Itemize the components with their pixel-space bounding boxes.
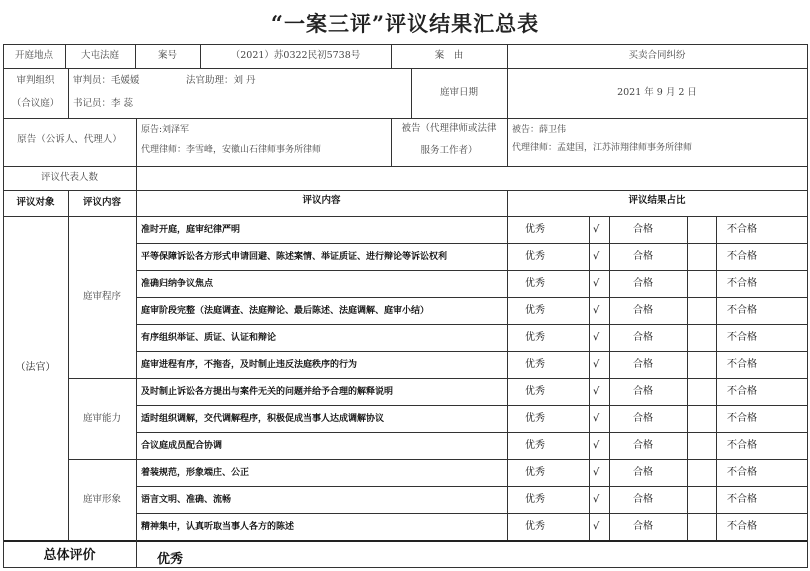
reviewer-count-label: 评议代表人数 <box>40 172 98 183</box>
criterion-text: 语言文明、准确、流畅 <box>141 495 232 505</box>
rating-qualified: 合格 <box>633 224 653 235</box>
row-divider <box>136 405 808 406</box>
defendant-agent: 代理律师：孟建国，江苏沛翔律师事务所律师 <box>512 143 693 153</box>
rating-excellent: 优秀 <box>525 278 545 289</box>
judge-name: 审判员：毛媛媛 <box>73 75 140 86</box>
rating-excellent: 优秀 <box>525 494 545 505</box>
rating-excellent: 优秀 <box>525 332 545 343</box>
rating-unqualified: 不合格 <box>727 224 757 235</box>
overall-value: 优秀 <box>157 552 184 567</box>
row-divider <box>136 513 808 514</box>
criterion-text: 有序组织举证、质证、认证和辩论 <box>141 333 277 343</box>
venue-label: 开庭地点 <box>14 50 53 61</box>
table-bottom-border <box>3 567 808 568</box>
rating-unqualified: 不合格 <box>727 278 757 289</box>
col-header-content: 评议内容 <box>302 195 341 206</box>
rating-unqualified: 不合格 <box>727 251 757 262</box>
criterion-text: 准确归纳争议焦点 <box>141 279 214 289</box>
row-divider <box>68 459 808 460</box>
col-header-object: 评议对象 <box>16 197 55 208</box>
check-mark: √ <box>593 359 600 370</box>
check-mark: √ <box>593 440 600 451</box>
col-divider <box>136 540 137 567</box>
criterion-text: 及时制止诉讼各方提出与案件无关的问题并给予合理的解释说明 <box>141 387 394 397</box>
row-divider <box>68 378 808 379</box>
defendant-label: 被告（代理律师或法律 <box>401 123 497 134</box>
check-mark: √ <box>593 278 600 289</box>
row-divider <box>136 486 808 487</box>
rating-excellent: 优秀 <box>525 359 545 370</box>
check-mark: √ <box>593 494 600 505</box>
table-right-border <box>807 44 808 568</box>
case-number-label: 案号 <box>157 50 177 61</box>
plaintiff-agent: 代理律师：李雪峰，安徽山石律师事务所律师 <box>141 145 322 155</box>
overall-label: 总体评价 <box>43 548 96 563</box>
rating-qualified: 合格 <box>633 305 653 316</box>
check-mark: √ <box>593 251 600 262</box>
venue-value: 大屯法庭 <box>80 50 119 61</box>
evaluation-table <box>3 44 808 568</box>
col-divider <box>507 44 508 166</box>
check-mark: √ <box>593 521 600 532</box>
check-mark: √ <box>593 224 600 235</box>
criterion-text: 准时开庭，庭审纪律严明 <box>141 225 241 235</box>
rating-excellent: 优秀 <box>525 386 545 397</box>
rating-unqualified: 不合格 <box>727 386 757 397</box>
rating-unqualified: 不合格 <box>727 359 757 370</box>
rating-qualified: 合格 <box>633 278 653 289</box>
criterion-text: 庭审阶段完整（法庭调查、法庭辩论、最后陈述、法庭调解、庭审小结） <box>141 306 430 316</box>
col-header-result: 评议结果占比 <box>628 195 686 206</box>
row-divider <box>3 68 808 69</box>
check-mark: √ <box>593 332 600 343</box>
assistant-name: 法官助理：刘 丹 <box>186 75 256 86</box>
row-divider <box>136 324 808 325</box>
criterion-text: 平等保障诉讼各方形式申请回避、陈述案情、举证质证、进行辩论等诉讼权利 <box>141 252 448 262</box>
row-divider <box>3 190 808 191</box>
clerk-name: 书记员：李 蕊 <box>73 98 134 109</box>
plaintiff-name: 原告:刘泽军 <box>141 125 190 135</box>
cause-value: 买卖合同纠纷 <box>628 50 686 61</box>
hearing-date-label: 庭审日期 <box>439 87 478 98</box>
defendant-name: 被告：薛卫伟 <box>512 125 567 135</box>
rating-unqualified: 不合格 <box>727 467 757 478</box>
row-divider <box>136 270 808 271</box>
rating-excellent: 优秀 <box>525 413 545 424</box>
panel-label-sub: （合议庭） <box>11 98 60 109</box>
rating-unqualified: 不合格 <box>727 305 757 316</box>
row-divider <box>136 243 808 244</box>
row-divider <box>136 297 808 298</box>
rating-unqualified: 不合格 <box>727 494 757 505</box>
check-mark: √ <box>593 413 600 424</box>
check-mark: √ <box>593 467 600 478</box>
rating-qualified: 合格 <box>633 440 653 451</box>
criterion-text: 精神集中，认真听取当事人各方的陈述 <box>141 522 295 532</box>
rating-qualified: 合格 <box>633 521 653 532</box>
col-divider <box>136 118 137 166</box>
rating-qualified: 合格 <box>633 494 653 505</box>
criterion-text: 着装规范，形象端庄、公正 <box>141 468 250 478</box>
col-divider <box>68 190 69 540</box>
criterion-text: 合议庭成员配合协调 <box>141 441 223 451</box>
rating-unqualified: 不合格 <box>727 440 757 451</box>
group-label: 庭审程序 <box>82 291 121 302</box>
row-divider <box>136 432 808 433</box>
row-divider <box>136 351 808 352</box>
rating-qualified: 合格 <box>633 413 653 424</box>
rating-excellent: 优秀 <box>525 305 545 316</box>
plaintiff-label: 原告（公诉人、代理人） <box>17 134 122 145</box>
defendant-label-sub: 服务工作者） <box>420 145 478 156</box>
cause-label: 案 由 <box>434 50 464 61</box>
col-header-category: 评议内容 <box>82 197 121 208</box>
case-number-value: （2021）苏0322民初5738号 <box>230 50 361 61</box>
check-mark: √ <box>593 386 600 397</box>
group-label: 庭审能力 <box>82 412 121 424</box>
rating-excellent: 优秀 <box>525 440 545 451</box>
hearing-date-value: 2021 年 9 月 2 日 <box>617 87 697 98</box>
rating-unqualified: 不合格 <box>727 332 757 343</box>
rating-unqualified: 不合格 <box>727 521 757 532</box>
rating-excellent: 优秀 <box>525 224 545 235</box>
row-divider <box>3 118 808 119</box>
row-divider <box>3 166 808 167</box>
rating-excellent: 优秀 <box>525 251 545 262</box>
panel-label: 审判组织 <box>16 75 55 86</box>
check-mark: √ <box>593 305 600 316</box>
page-title: “一案三评”评议结果汇总表 <box>270 11 540 36</box>
table-left-border <box>3 44 4 568</box>
object-value: （法官） <box>15 362 56 373</box>
criterion-text: 适时组织调解，交代调解程序，积极促成当事人达成调解协议 <box>141 414 385 424</box>
criterion-text: 庭审进程有序，不拖沓，及时制止违反法庭秩序的行为 <box>141 360 358 370</box>
table-top-border <box>3 44 808 45</box>
group-label: 庭审形象 <box>82 493 121 505</box>
rating-qualified: 合格 <box>633 332 653 343</box>
rating-qualified: 合格 <box>633 251 653 262</box>
rating-qualified: 合格 <box>633 386 653 397</box>
rating-qualified: 合格 <box>633 359 653 370</box>
col-divider <box>136 166 137 190</box>
rating-excellent: 优秀 <box>525 521 545 532</box>
overall-divider <box>3 540 808 542</box>
rating-excellent: 优秀 <box>525 467 545 478</box>
col-divider <box>68 68 69 118</box>
rating-unqualified: 不合格 <box>727 413 757 424</box>
rating-qualified: 合格 <box>633 467 653 478</box>
